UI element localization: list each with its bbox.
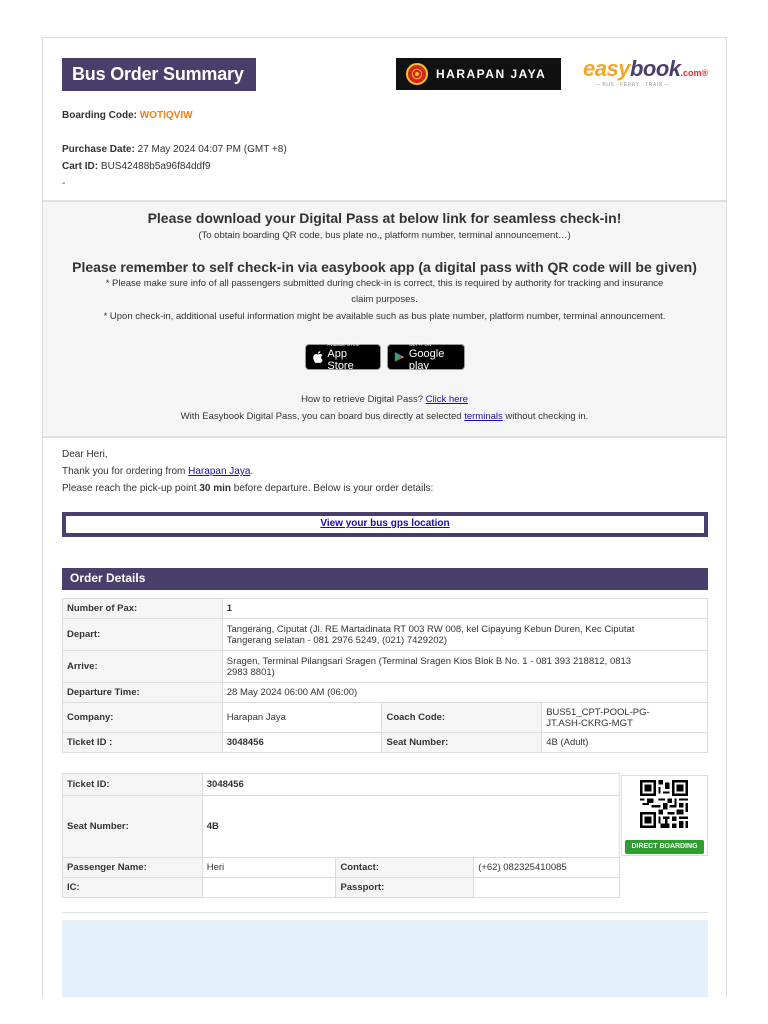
- seat-number: 4B (Adult): [542, 733, 708, 753]
- passenger-passport: [474, 878, 620, 898]
- board-directly-line: With Easybook Digital Pass, you can board bus directly at selected terminals without checking in.: [180, 411, 589, 422]
- harapan-jaya-link[interactable]: Harapan Jaya: [188, 466, 251, 477]
- depart-location: Tangerang, Ciputat (Jl. RE Martadinata RT 003 RW 008, kel Cipayung Kebun Duren, Kec Ciputat Tangerang selatan - 081 2976 5249, (021) 7429202): [222, 619, 707, 651]
- table-row: Depart: Tangerang, Ciputat (Jl. RE Martadinata RT 003 RW 008, kel Cipayung Kebun Duren, Kec Ciputat Tangerang selatan - 081 2976 5249, (021) 7429202): [63, 619, 708, 651]
- note-passenger-info-cont: claim purposes.: [351, 294, 418, 305]
- table-row: Ticket ID: 3048456: [63, 774, 620, 796]
- passenger-contact: (+62) 082325410085: [474, 858, 620, 878]
- qr-code-icon: [640, 780, 688, 828]
- click-here-link[interactable]: Click here: [425, 394, 468, 405]
- cart-id-line: Cart ID: BUS42488b5a96f84ddf9: [62, 161, 211, 172]
- table-row: Number of Pax: 1: [63, 599, 708, 619]
- purchase-date-line: Purchase Date: 27 May 2024 04:07 PM (GMT +8): [62, 144, 287, 155]
- order-details-table: [62, 598, 708, 753]
- departure-time: 28 May 2024 06:00 AM (06:00): [222, 683, 707, 703]
- email-body: [42, 37, 727, 997]
- passenger-ic: [202, 878, 336, 898]
- greeting-thanks: Thank you for ordering from Harapan Jaya.: [62, 466, 254, 477]
- table-row: Departure Time: 28 May 2024 06:00 AM (06:00): [63, 683, 708, 703]
- divider: [43, 436, 726, 438]
- ticket-table: [62, 773, 620, 898]
- table-row: Arrive: Sragen, Terminal Pilangsari Sragen (Terminal Sragen Kios Blok B No. 1 - 081 393 218812, 0813 2983 8801): [63, 651, 708, 683]
- arrive-location: Sragen, Terminal Pilangsari Sragen (Terminal Sragen Kios Blok B No. 1 - 081 393 218812, 0813 2983 8801): [222, 651, 707, 683]
- app-badges: [305, 344, 465, 370]
- direct-boarding-badge: DIRECT BOARDING: [625, 840, 704, 854]
- table-row: IC: Passport:: [63, 878, 620, 898]
- table-row: Ticket ID : 3048456 Seat Number: 4B (Adult): [63, 733, 708, 753]
- app-store-button[interactable]: Available on the App Store: [305, 344, 381, 370]
- terminals-link[interactable]: terminals: [464, 411, 503, 422]
- harapan-jaya-logo: [396, 58, 561, 90]
- checkin-heading: Please remember to self check-in via easybook app (a digital pass with QR code will be given): [72, 259, 697, 275]
- table-row: Company: Harapan Jaya Coach Code: BUS51_CPT-POOL-PG- JT.ASH-CKRG-MGT: [63, 703, 708, 733]
- greeting-dear: Dear Heri,: [62, 449, 108, 460]
- google-play-icon: [394, 350, 405, 364]
- passenger-name: Heri: [202, 858, 336, 878]
- table-row: Passenger Name: Heri Contact: (+62) 082325410085: [63, 858, 620, 878]
- divider: [62, 912, 708, 913]
- info-banner: [62, 920, 708, 997]
- page-title: Bus Order Summary: [62, 58, 256, 91]
- table-row: Seat Number: 4B: [63, 796, 620, 858]
- download-heading: Please download your Digital Pass at below link for seamless check-in!: [147, 210, 622, 226]
- retrieve-pass-line: How to retrieve Digital Pass? Click here: [301, 394, 468, 405]
- coach-code: BUS51_CPT-POOL-PG- JT.ASH-CKRG-MGT: [542, 703, 708, 733]
- ticket-id: 3048456: [222, 733, 382, 753]
- harapan-jaya-emblem-icon: ⦿: [406, 63, 428, 85]
- apple-icon: [312, 350, 323, 364]
- greeting: [62, 446, 433, 497]
- boarding-code: WOTIQVIW: [139, 110, 193, 121]
- ticket-ticket-id: 3048456: [202, 774, 619, 796]
- gps-location-link[interactable]: View your bus gps location: [320, 518, 450, 529]
- google-play-button[interactable]: GET IT ON Google play: [387, 344, 465, 370]
- gps-location-box: [62, 512, 708, 537]
- download-subtext: (To obtain boarding QR code, bus plate no., platform number, terminal announcement…): [198, 230, 571, 241]
- harapan-jaya-logo-text: HARAPAN JAYA: [436, 67, 547, 81]
- dash-text: -: [62, 178, 66, 189]
- ticket-seat: 4B: [202, 796, 619, 858]
- boarding-code-line: Boarding Code: WOTIQVIW: [62, 110, 193, 121]
- digital-pass-notice: [43, 202, 726, 438]
- order-details-heading: Order Details: [62, 568, 708, 590]
- qr-panel: [621, 775, 708, 856]
- note-checkin-info: * Upon check-in, additional useful information might be available such as bus plate number, platform number, terminal announcement.: [103, 311, 666, 322]
- greeting-reach: Please reach the pick-up point 30 min before departure. Below is your order details:: [62, 483, 434, 494]
- easybook-logo: easybook.com® — BUS · FERRY · TRAIN —: [583, 56, 709, 88]
- company-name: Harapan Jaya: [222, 703, 382, 733]
- pax-count: 1: [222, 599, 707, 619]
- note-passenger-info: * Please make sure info of all passengers submitted during check-in is correct, this is required by authority for tracking and insurance: [105, 278, 664, 289]
